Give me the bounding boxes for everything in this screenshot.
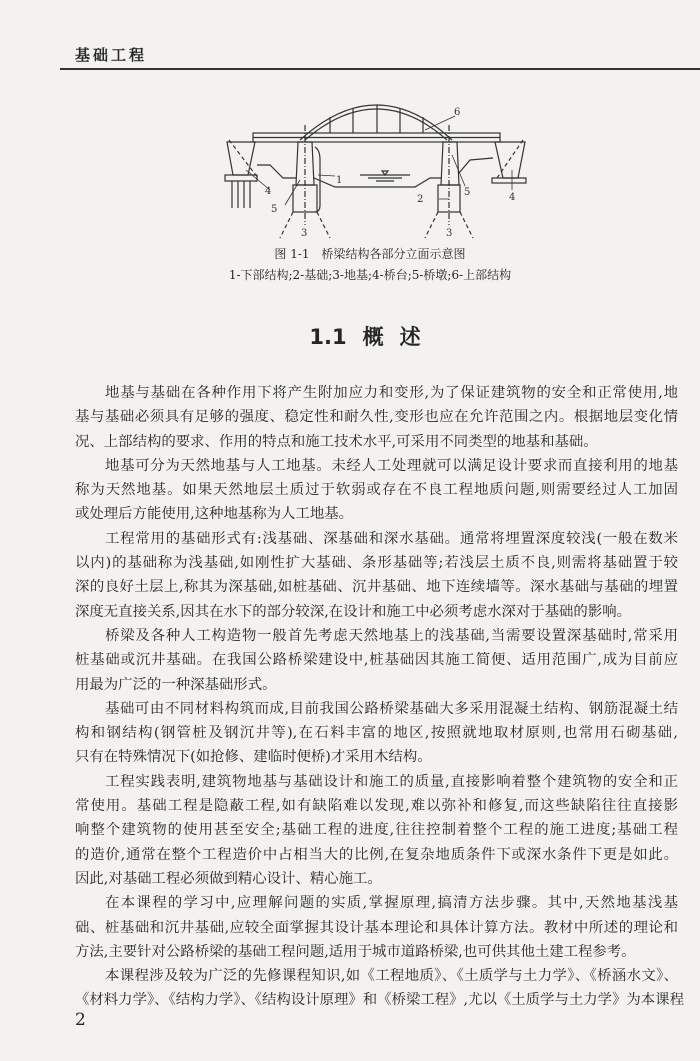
text-line: 桩基础或沉井基础。在我国公路桥梁建设中,桩基础因其施工简便、适用范围广,成为目前应	[75, 652, 678, 669]
paragraph	[75, 964, 684, 1013]
leader-lines	[246, 116, 512, 205]
body-text	[75, 381, 684, 1013]
superstructure-deck	[253, 133, 500, 142]
label-3-left: 3	[301, 228, 308, 239]
text-line: 响整个建筑物的使用甚至安全;基础工程的进度,往往控制着整个工程的施工进度;基础工程	[75, 822, 678, 839]
text-line: 用最为广泛的一种深基础形式。	[75, 676, 277, 693]
text-line: 基础可由不同材料构筑而成,目前我国公路桥梁基础大多采用混凝土结构、钢筋混凝土结	[105, 700, 678, 717]
bridge-diagram	[215, 95, 535, 255]
page-number: 2	[75, 1010, 86, 1030]
text-line: 构和钢结构(钢管桩及钢沉井等),在石料丰富的地区,按照就地取材原则,也常用石砌基础,	[75, 725, 678, 742]
paragraph	[75, 624, 678, 697]
text-line: 只有在特殊情况下(如抢修、建临时便桥)才采用木结构。	[75, 749, 432, 766]
right-abutment	[492, 140, 526, 183]
text-line: 本课程涉及较为广泛的先修课程知识,如《工程地质》、《土质学与土力学》、《桥涵水文》、	[105, 968, 678, 985]
label-1: 1	[336, 175, 343, 186]
label-6: 6	[454, 107, 461, 118]
label-2: 2	[417, 194, 424, 205]
text-line: 方法,主要针对公路桥梁的基础工程问题,适用于城市道路桥梁,也可供其他土建工程参考。	[75, 943, 636, 960]
text-line: 桥梁及各种人工构造物一般首先考虑天然地基上的浅基础,当需要设置深基础时,常采用	[105, 627, 678, 644]
text-line: 称为天然地基。如果天然地层土质过于软弱或存在不良工程地质问题,则需要经过人工加固	[75, 482, 678, 499]
label-5-left: 5	[271, 204, 278, 215]
paragraph	[75, 697, 678, 770]
text-line: 础、桩基础和沉井基础,应较全面掌握其设计基本理论和具体计算方法。教材中所述的理论和	[75, 919, 678, 936]
text-line: 深度无直接关系,因其在水下的部分较深,在设计和施工中必须考虑水深对于基础的影响。	[75, 603, 631, 620]
paragraph	[75, 454, 678, 527]
text-line: 或处理后方能使用,这种地基称为人工地基。	[75, 506, 353, 523]
left-abutment	[225, 140, 258, 208]
text-line: 常使用。基础工程是隐蔽工程,如有缺陷难以发现,难以弥补和修复,而这些缺陷往往直接影	[75, 798, 678, 815]
text-line: 在本课程的学习中,应理解问题的实质,掌握原理,搞清方法步骤。其中,天然地基浅基	[105, 895, 678, 912]
paragraph	[75, 381, 678, 454]
text-line: 地基与基础在各种作用下将产生附加应力和变形,为了保证建筑物的安全和正常使用,地	[105, 385, 678, 401]
text-line: 的造价,通常在整个工程造价中占相当大的比例,在复杂地质条件下或深水条件下更是如此。	[75, 846, 678, 863]
paragraph	[75, 891, 678, 964]
label-4-left: 4	[265, 186, 272, 197]
figure-caption: 图 1-1 桥梁结构各部分立面示意图	[274, 247, 466, 261]
section-title	[0, 321, 700, 351]
label-3-right: 3	[446, 228, 453, 239]
section-title-b: 述	[399, 325, 421, 349]
text-line: 因此,对基础工程必须做到精心设计、精心施工。	[75, 870, 382, 887]
section-number: 1.1	[309, 325, 347, 349]
arch	[300, 105, 452, 140]
text-line: 深的良好土层上,称其为深基础,如桩基础、沉井基础、地下连续墙等。深水基础与基础的埋置	[75, 579, 678, 596]
text-line: 工程常用的基础形式有:浅基础、深基础和深水基础。通常将埋置深度较浅(一般在数米	[105, 530, 678, 547]
running-header: 基础工程	[75, 46, 148, 64]
text-line: 《材料力学》、《结构力学》、《结构设计原理》和《桥梁工程》,尤以《土质学与土力学》为本课程	[75, 992, 684, 1009]
label-4-right: 4	[509, 192, 516, 203]
label-5-right: 5	[464, 187, 471, 198]
text-line: 况、上部结构的要求、作用的特点和施工技术水平,可采用不同类型的地基和基础。	[75, 433, 598, 450]
paragraph	[75, 770, 678, 891]
text-line: 基与基础必须具有足够的强度、稳定性和耐久性,变形也应在允许范围之内。根据地层变化情	[75, 409, 678, 426]
water-level-symbol	[360, 171, 410, 181]
text-line: 以内)的基础称为浅基础,如刚性扩大基础、条形基础等;若浅层土质不良,则需将基础置于较	[75, 555, 678, 572]
section-title-a: 概	[362, 325, 384, 349]
header-rule	[60, 68, 700, 70]
text-line: 工程实践表明,建筑物地基与基础设计和施工的质量,直接影响着整个建筑物的安全和正	[105, 773, 678, 790]
text-line: 地基可分为天然地基与人工地基。未经人工处理就可以满足设计要求而直接利用的地基	[105, 457, 678, 474]
paragraph	[75, 527, 678, 624]
figure-legend: 1-下部结构;2-基础;3-地基;4-桥台;5-桥墩;6-上部结构	[228, 268, 512, 282]
